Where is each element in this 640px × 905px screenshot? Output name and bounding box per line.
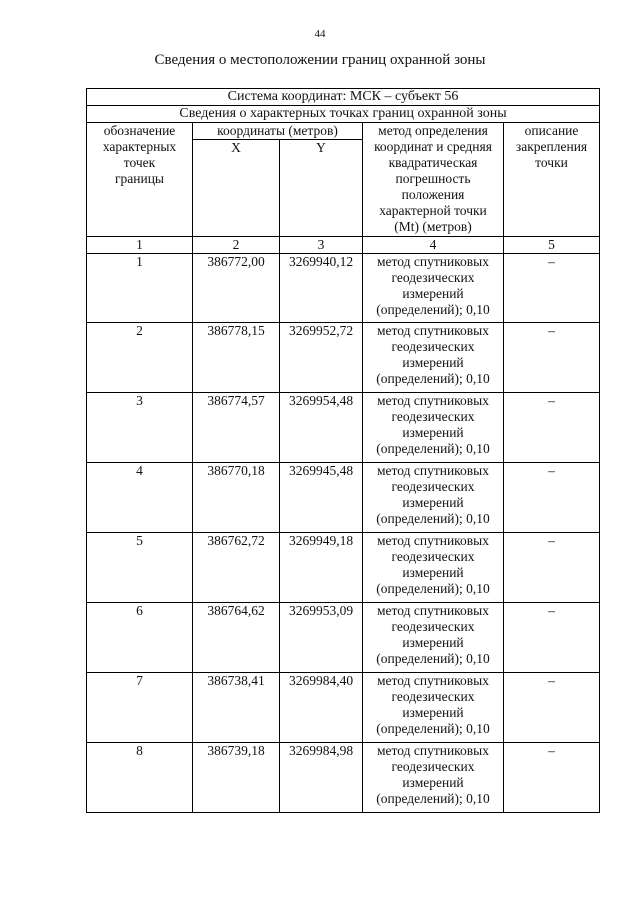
description-cell: – bbox=[504, 533, 600, 603]
header-method: метод определения координат и средняя квадратическая погрешность положения характерной точки (Mt) (метров) bbox=[363, 123, 504, 237]
y-coordinate-cell: 3269952,72 bbox=[280, 323, 363, 393]
method-cell: метод спутниковых геодезических измерений (определений); 0,10 bbox=[363, 254, 504, 323]
method-cell: метод спутниковых геодезических измерений (определений); 0,10 bbox=[363, 743, 504, 813]
column-number: 5 bbox=[504, 237, 600, 254]
header-y: Y bbox=[280, 140, 363, 237]
description-cell: – bbox=[504, 323, 600, 393]
method-cell: метод спутниковых геодезических измерений (определений); 0,10 bbox=[363, 323, 504, 393]
x-coordinate-cell: 386738,41 bbox=[193, 673, 280, 743]
method-cell: метод спутниковых геодезических измерений (определений); 0,10 bbox=[363, 603, 504, 673]
description-cell: – bbox=[504, 254, 600, 323]
coordinate-system-row: Система координат: МСК – субъект 56 bbox=[87, 89, 600, 106]
x-coordinate-cell: 386770,18 bbox=[193, 463, 280, 533]
x-coordinate-cell: 386762,72 bbox=[193, 533, 280, 603]
header-description: описание закрепления точки bbox=[504, 123, 600, 237]
table-row bbox=[87, 743, 600, 813]
method-cell: метод спутниковых геодезических измерений (определений); 0,10 bbox=[363, 533, 504, 603]
header-x: X bbox=[193, 140, 280, 237]
point-number-cell: 7 bbox=[87, 673, 193, 743]
column-number: 1 bbox=[87, 237, 193, 254]
x-coordinate-cell: 386764,62 bbox=[193, 603, 280, 673]
description-cell: – bbox=[504, 603, 600, 673]
x-coordinate-cell: 386739,18 bbox=[193, 743, 280, 813]
method-cell: метод спутниковых геодезических измерений (определений); 0,10 bbox=[363, 393, 504, 463]
x-coordinate-cell: 386772,00 bbox=[193, 254, 280, 323]
table-row bbox=[87, 254, 600, 323]
point-number-cell: 3 bbox=[87, 393, 193, 463]
y-coordinate-cell: 3269945,48 bbox=[280, 463, 363, 533]
point-number-cell: 8 bbox=[87, 743, 193, 813]
y-coordinate-cell: 3269984,98 bbox=[280, 743, 363, 813]
x-coordinate-cell: 386774,57 bbox=[193, 393, 280, 463]
document-title: Сведения о местоположении границ охранной зоны bbox=[154, 52, 486, 68]
header-coordinates: координаты (метров) bbox=[193, 123, 363, 140]
method-cell: метод спутниковых геодезических измерений (определений); 0,10 bbox=[363, 463, 504, 533]
boundary-points-table bbox=[86, 88, 600, 813]
y-coordinate-cell: 3269949,18 bbox=[280, 533, 363, 603]
y-coordinate-cell: 3269954,48 bbox=[280, 393, 363, 463]
table-row bbox=[87, 463, 600, 533]
description-cell: – bbox=[504, 463, 600, 533]
section-title-row: Сведения о характерных точках границ охранной зоны bbox=[87, 106, 600, 123]
x-coordinate-cell: 386778,15 bbox=[193, 323, 280, 393]
description-cell: – bbox=[504, 393, 600, 463]
table-row bbox=[87, 393, 600, 463]
header-point-label: обозначение характерных точек границы bbox=[87, 123, 193, 237]
description-cell: – bbox=[504, 743, 600, 813]
point-number-cell: 4 bbox=[87, 463, 193, 533]
description-cell: – bbox=[504, 673, 600, 743]
table-row bbox=[87, 323, 600, 393]
y-coordinate-cell: 3269940,12 bbox=[280, 254, 363, 323]
point-number-cell: 2 bbox=[87, 323, 193, 393]
point-number-cell: 6 bbox=[87, 603, 193, 673]
column-number: 2 bbox=[193, 237, 280, 254]
page-number: 44 bbox=[314, 28, 326, 40]
y-coordinate-cell: 3269984,40 bbox=[280, 673, 363, 743]
table-row bbox=[87, 673, 600, 743]
point-number-cell: 5 bbox=[87, 533, 193, 603]
y-coordinate-cell: 3269953,09 bbox=[280, 603, 363, 673]
method-cell: метод спутниковых геодезических измерений (определений); 0,10 bbox=[363, 673, 504, 743]
table-row bbox=[87, 533, 600, 603]
column-number: 4 bbox=[363, 237, 504, 254]
point-number-cell: 1 bbox=[87, 254, 193, 323]
column-number: 3 bbox=[280, 237, 363, 254]
table-row bbox=[87, 603, 600, 673]
